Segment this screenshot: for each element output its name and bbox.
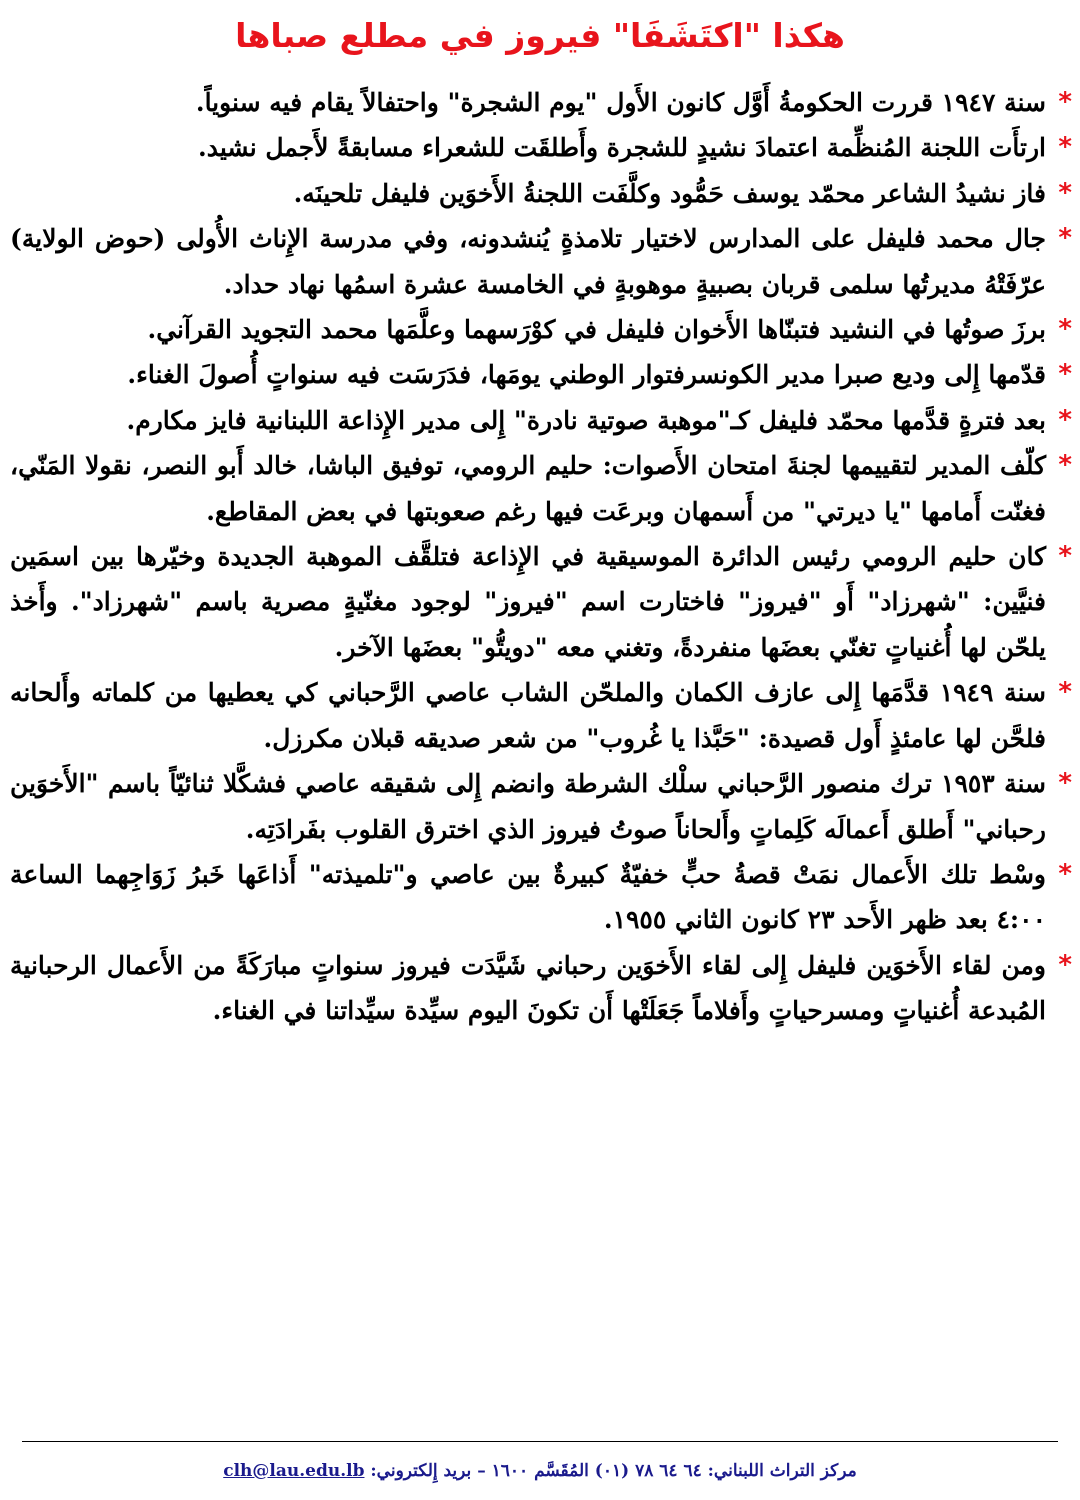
- paragraph-13: [10, 943, 1072, 1034]
- paragraph-11: [10, 761, 1072, 852]
- bullet-icon: *: [1058, 450, 1072, 481]
- paragraph-text: جال محمد فليفل على المدارس لاختيار تلامذةٍ يُنشدونه، وفي مدرسة الإِناث الأُولى (حوض الولاية) عرّفَتْهُ مديرتُها سلمى قربان بصبيةٍ موهوبةٍ في الخامسة عشرة اسمُها نهاد حداد.: [10, 224, 1046, 299]
- bullet-icon: *: [1058, 949, 1072, 980]
- page-title: هكذا "اكتَشَفَا" فيروز في مطلع صباها: [235, 16, 845, 55]
- paragraph-10: [10, 670, 1072, 761]
- paragraph-text: سنة ١٩٤٧ قررت الحكومةُ أَوَّل كانون الأَول "يوم الشجرة" واحتفالاً يقام فيه سنوياً.: [195, 88, 1046, 117]
- paragraph-2: [10, 125, 1072, 170]
- footer-email-link[interactable]: clh@lau.edu.lb: [223, 1461, 365, 1481]
- bullet-icon: *: [1058, 768, 1072, 799]
- footer-divider: [22, 1441, 1058, 1442]
- paragraph-6: [10, 352, 1072, 397]
- paragraph-8: [10, 443, 1072, 534]
- bullet-icon: *: [1058, 359, 1072, 390]
- paragraph-3: [10, 171, 1072, 216]
- bullet-icon: *: [1058, 132, 1072, 163]
- bullet-icon: *: [1058, 314, 1072, 345]
- paragraph-7: [10, 398, 1072, 443]
- paragraph-12: [10, 852, 1072, 943]
- paragraph-text: فاز نشيدُ الشاعر محمّد يوسف حَمُّود وكلَّفَت اللجنةُ الأَخوَين فليفل تلحينَه.: [293, 178, 1046, 208]
- bullet-icon: *: [1058, 177, 1072, 208]
- paragraph-1: [10, 80, 1072, 125]
- footer-contact-text: مركز التراث اللبناني: ٦٤ ٦٤ ٧٨ (٠١) المُقَسَّم ١٦٠٠ – بريد إِلكتروني:: [370, 1461, 857, 1481]
- bullet-icon: *: [1058, 87, 1072, 117]
- footer: [0, 1458, 1080, 1484]
- bullet-icon: *: [1058, 541, 1072, 572]
- paragraph-text: قدّمها إِلى وديع صبرا مدير الكونسرفتوار الوطني يومَها، فدَرَسَت فيه سنواتٍ أُصولَ الغناء.: [127, 360, 1046, 390]
- bullet-icon: *: [1058, 223, 1072, 254]
- paragraph-text: كلّف المدير لتقييمها لجنةَ امتحان الأَصوات: حليم الرومي، توفيق الباشا، خالد أَبو النصر، نقولا المَنّي، فغنّت أَمامها "يا ديرتي" من أَسمهان وبرعَت فيها رغم صعوبتها في بعض المقاطع.: [10, 451, 1046, 526]
- bullet-icon: *: [1058, 677, 1072, 708]
- bullet-icon: *: [1058, 404, 1072, 435]
- bullet-icon: *: [1058, 858, 1072, 889]
- paragraph-4: [10, 216, 1072, 307]
- paragraph-text: سنة ١٩٤٩ قدَّمَها إِلى عازف الكمان والملحّن الشاب عاصي الرَّحباني كي يعطيها من كلماته وأَلحانه فلحَّن لها عامئذٍ أَول قصيدة: "حَبَّذا يا غُروب" من شعر صديقه قبلان مكرزل.: [10, 678, 1046, 753]
- paragraph-text: ومن لقاء الأَخوَين فليفل إِلى لقاء الأَخوَين رحباني شَيَّدَت فيروز سنواتٍ مبارَكَةً من الأَعمال الرحبانية المُبدعة أُغنياتٍ ومسرحياتٍ وأَفلاماً جَعَلَتْها أَن تكونَ اليوم سيِّدة سيِّداتنا في الغناء.: [10, 950, 1046, 1026]
- paragraph-9: [10, 534, 1072, 670]
- paragraph-text: سنة ١٩٥٣ ترك منصور الرَّحباني سلْك الشرطة وانضم إِلى شقيقه عاصي فشكَّلا ثنائيّاً باسم "الأَخوَين رحباني" أَطلق أَعمالَه كَلِماتٍ وأَلحاناً صوتُ فيروز الذي اخترق القلوب بفَرادَتِه.: [10, 769, 1046, 844]
- article-body: [10, 80, 1072, 1034]
- paragraph-text: بعد فترةٍ قدَّمها محمّد فليفل كـ"موهبة صوتية نادرة" إِلى مدير الإِذاعة اللبنانية فايز مكارم.: [126, 405, 1046, 435]
- paragraph-text: وسْط تلك الأَعمال نمَتْ قصةُ حبٍّ خفيّةٌ كبيرةٌ بين عاصي و"تلميذته" أَذاعَها خَبرُ زَوَاجِهما الساعة ٤:٠٠ بعد ظهر الأَحد ٢٣ كانون الثاني ١٩٥٥.: [10, 859, 1046, 935]
- paragraph-text: كان حليم الرومي رئيس الدائرة الموسيقية في الإِذاعة فتلقَّف الموهبة الجديدة وخيّرها بين اسمَين فنيَّين: "شهرزاد" أَو "فيروز" فاختارت اسم "فيروز" لوجود مغنّيةٍ مصرية باسم "شهرزاد". وأَخذ يلحّن لها أُغنياتٍ تغنّي بعضَها منفردةً، وتغني معه "دويتُّو" بعضَها الآخر.: [10, 542, 1046, 662]
- paragraph-text: ارتأَت اللجنة المُنظِّمة اعتمادَ نشيدٍ للشجرة وأَطلقَت للشعراء مسابقةً لأَجمل نشيد.: [198, 133, 1046, 163]
- paragraph-text: برزَ صوتُها في النشيد فتبنّاها الأَخوان فليفل في كوْرَسهما وعلَّمَها محمد التجويد القرآني.: [147, 315, 1046, 345]
- paragraph-5: [10, 307, 1072, 352]
